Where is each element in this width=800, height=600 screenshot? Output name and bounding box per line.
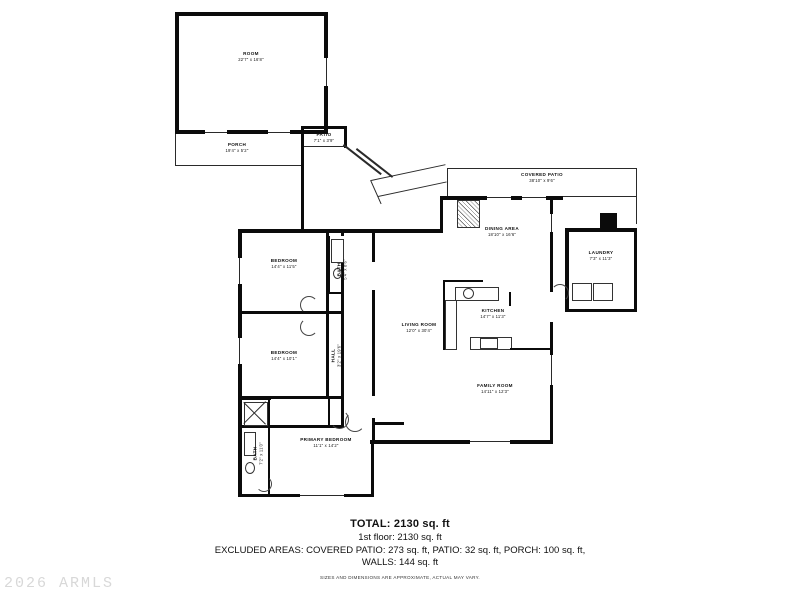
patio-wall-bottom <box>304 146 346 147</box>
bedroom2-window-left-line <box>239 338 240 364</box>
family-wall-top <box>510 348 552 350</box>
kitchen-island <box>455 287 499 301</box>
watermark: 2026 ARMLS <box>4 575 115 592</box>
room-wall-left <box>175 12 179 134</box>
excluded-areas-line: EXCLUDED AREAS: COVERED PATIO: 273 sq. ft, PATIO: 32 sq. ft, PORCH: 100 sq. ft, <box>214 545 586 556</box>
main-wall-vert-mid <box>440 196 444 232</box>
bedroom1-door-arc <box>300 296 318 314</box>
covered-patio-bottom <box>560 196 636 197</box>
bath2-door-arc <box>256 476 272 492</box>
room-window-right-line <box>326 58 327 86</box>
dining-window-1-line <box>487 197 511 198</box>
covered-patio-label: COVERED PATIO 38'10" x 9'6" <box>521 172 563 183</box>
family-window-right-line <box>551 355 552 385</box>
laundry-dryer <box>593 283 613 301</box>
laundry-label: LAUNDRY 7'3" x 11'3" <box>588 250 614 261</box>
angled-connector-1 <box>343 144 382 175</box>
hall-label: HALL 3'2" x 19'6" <box>330 343 342 368</box>
primary-bedroom-label: PRIMARY BEDROOM 11'1" x 14'2" <box>300 437 352 448</box>
kitchen-wall-top <box>443 280 483 282</box>
bedroom2-wall-right <box>326 313 329 397</box>
patio-connector-left <box>301 170 304 232</box>
main-wall-right-kitchen <box>550 232 554 292</box>
angled-connector-5 <box>370 180 382 204</box>
room-opening-a-line <box>205 132 227 133</box>
main-wall-bottom-right <box>370 440 553 444</box>
wall-stub-hall-bath <box>328 398 330 425</box>
bath1-label: BATH 5'4" x 8'6" <box>336 259 348 280</box>
room-label: ROOM 22'7" x 16'8" <box>238 51 264 62</box>
room-wall-top <box>175 12 328 16</box>
angled-connector-4 <box>378 181 447 197</box>
living-opening-1 <box>372 262 375 290</box>
main-wall-right-top <box>550 196 554 214</box>
patio-label: PATIO 7'1" x 3'9" <box>313 132 335 143</box>
laundry-wall-right <box>634 228 638 312</box>
primary-window-bottom-line <box>300 495 344 496</box>
dining-area-label: DINING AREA 18'10" x 16'6" <box>484 226 520 237</box>
total-label: TOTAL: <box>350 518 391 530</box>
primary-door-arc <box>330 410 349 429</box>
living-room-label: LIVING ROOM 12'0" x 30'4" <box>401 322 437 333</box>
patio-wall-top <box>301 126 347 129</box>
bath2-label: BATH 7'2" x 11'0" <box>252 442 264 465</box>
wall-stub-entry <box>374 422 404 425</box>
laundry-wall-bottom <box>565 309 637 313</box>
laundry-water-heater <box>600 213 617 230</box>
family-window-bottom-line <box>470 441 510 442</box>
total-line <box>0 518 800 530</box>
bath2-wall-top <box>241 398 271 400</box>
main-wall-bottom-step <box>371 440 375 497</box>
laundry-door-arc <box>551 284 569 302</box>
living-opening-2 <box>372 396 375 418</box>
walls-line: WALLS: 144 sq. ft <box>361 557 439 568</box>
bath1-wall-left <box>328 236 330 294</box>
dining-window-2-line <box>522 197 546 198</box>
covered-patio-left <box>447 168 448 198</box>
angled-connector-2 <box>356 148 393 178</box>
kitchen-range <box>480 338 498 349</box>
porch-label: PORCH 19'4" x 5'2" <box>225 142 249 153</box>
dining-fireplace <box>457 200 480 228</box>
porch-wall-bottom <box>175 165 303 166</box>
laundry-washer <box>572 283 592 301</box>
first-floor-line: 1st floor: 2130 sq. ft <box>358 532 442 543</box>
disclaimer-line: SIZES AND DIMENSIONS ARE APPROXIMATE, ACTUAL MAY VARY. <box>319 575 480 580</box>
family-room-label: FAMILY ROOM 14'11" x 12'3" <box>477 383 513 394</box>
summary-block <box>0 518 800 580</box>
porch-wall-left <box>175 134 176 166</box>
room-opening-b-line <box>268 132 290 133</box>
bedroom1-label: BEDROOM 14'4" x 11'5" <box>270 258 298 269</box>
kitchen-label: KITCHEN 14'7" x 11'3" <box>480 308 506 319</box>
bedroom2-label: BEDROOM 14'4" x 10'1" <box>270 350 298 361</box>
bedroom2-door-arc <box>300 318 318 336</box>
kitchen-sink <box>463 288 474 299</box>
dining-window-right-line <box>551 214 552 232</box>
covered-patio-top <box>447 168 637 169</box>
bedroom1-window-left-line <box>239 258 240 284</box>
wall-stub-kitchen-dining <box>509 292 511 306</box>
total-value: 2130 sq. ft <box>393 518 450 530</box>
